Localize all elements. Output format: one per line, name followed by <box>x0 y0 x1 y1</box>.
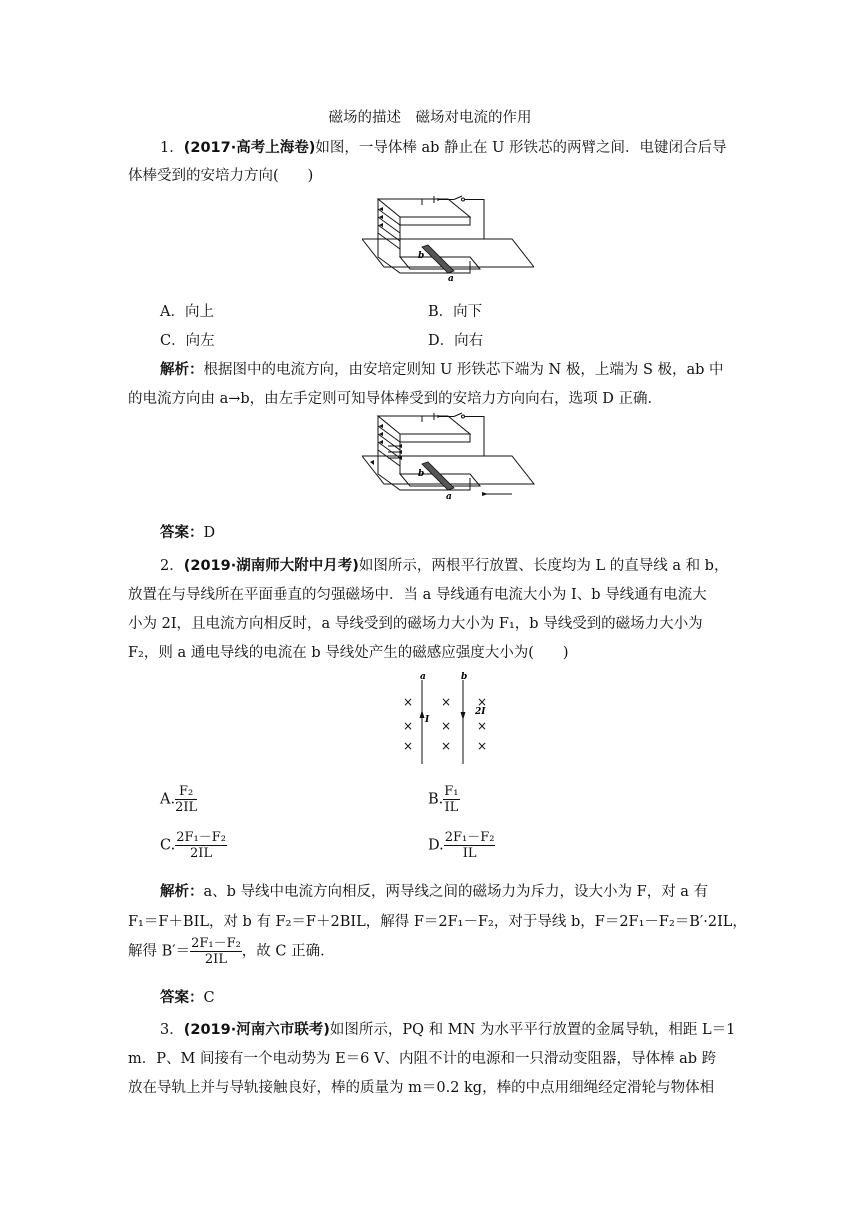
q2-number: 2． <box>160 558 184 574</box>
q2-option-d-label: D. <box>428 837 444 854</box>
q2-fig-label-current-b: 2I <box>475 707 486 717</box>
q1-answer-value: D <box>203 525 216 541</box>
q2-option-c-label: C. <box>160 837 176 854</box>
q3-stem-a: 如图所示，PQ 和 MN 为水平平行放置的金属导轨，相距 L＝1 <box>329 1022 736 1038</box>
q2-stem-b: 放置在与导线所在平面垂直的匀强磁场中．当 a 导线通有电流大小为 I、b 导线通有电流大 <box>128 587 707 603</box>
q3-source: (2019·河南六市联考) <box>183 1022 330 1038</box>
q1-stem-b: 体棒受到的安培力方向( ) <box>128 168 314 184</box>
fraction-numerator: 2F₁－F₂ <box>191 936 241 951</box>
field-cross: × <box>441 719 452 733</box>
q2-option-a-label: A. <box>160 791 176 808</box>
q2-option-c <box>160 830 227 861</box>
q2-answer-label: 答案： <box>160 990 204 1006</box>
fraction-numerator: 2F₁－F₂ <box>176 830 226 845</box>
q2-option-b-fraction <box>443 784 459 815</box>
fraction-numerator: 2F₁－F₂ <box>444 830 495 845</box>
q1-solution-figure <box>362 412 538 504</box>
q1-option-c: C．向左 <box>160 333 215 349</box>
q3-stem-b: m．P、M 间接有一个电动势为 E＝6 V、内阻不计的电源和一只滑动变阻器，导体棒 ab 跨 <box>128 1051 717 1067</box>
q2-option-d-fraction <box>444 830 496 861</box>
q2-option-d <box>428 830 495 861</box>
q2-analysis-c-pre: 解得 B′＝ <box>128 943 191 960</box>
q2-analysis-fraction <box>190 936 242 967</box>
q2-option-b <box>428 784 460 815</box>
q2-answer-value: C <box>203 990 215 1006</box>
field-cross: × <box>441 739 452 753</box>
fraction-denominator: 2IL <box>175 800 198 815</box>
q1-stem-line1 <box>160 136 726 157</box>
q2-option-a <box>160 784 197 815</box>
q1-fig-label-b: b <box>418 251 425 261</box>
q3-number: 3． <box>160 1022 184 1038</box>
field-cross: × <box>403 719 414 733</box>
page-title: 磁场的描述 磁场对电流的作用 <box>328 110 532 126</box>
fraction-denominator: 2IL <box>204 952 227 967</box>
q2-analysis-c-post: ，故 C 正确． <box>241 943 335 960</box>
fraction-denominator: 2IL <box>190 846 213 861</box>
q2-stem-c: 小为 2I，且电流方向相反时，a 导线受到的磁场力大小为 F₁，b 导线受到的磁场力大小为 <box>128 616 703 632</box>
q2-analysis-c <box>128 936 335 967</box>
q1-figure <box>362 195 534 285</box>
fraction-numerator: F₂ <box>175 784 197 800</box>
q2-option-c-fraction <box>175 830 227 861</box>
q2-analysis-a: a、b 导线中电流方向相反，两导线之间的磁场力为斥力，设大小为 F，对 a 有 <box>203 884 709 900</box>
q1-option-d: D．向右 <box>428 333 484 349</box>
q2-analysis-b: F₁＝F＋BIL，对 b 有 F₂＝F＋2BIL，解得 F＝2F₁－F₂，对于导线 b，F＝2F₁－F₂＝B′·2IL， <box>128 914 747 930</box>
q2-stem-line1 <box>160 554 728 575</box>
q2-analysis-label: 解析： <box>160 884 204 900</box>
q2-fig-label-current-a: I <box>425 715 430 725</box>
q1-analysis-a: 根据图中的电流方向，由安培定则知 U 形铁芯下端为 N 极，上端为 S 极，ab 中 <box>203 362 724 378</box>
q1-analysis-label: 解析： <box>160 362 204 378</box>
q1-solution-label-a: a <box>446 492 452 502</box>
field-cross: × <box>441 695 452 709</box>
q1-analysis-b: 的电流方向由 a→b，由左手定则可知导体棒受到的安培力方向向右，选项 D 正确． <box>128 391 663 407</box>
field-cross: × <box>477 695 488 709</box>
q2-stem-d: F₂，则 a 通电导线的电流在 b 导线处产生的磁感应强度大小为( ) <box>128 645 569 661</box>
q1-fig-label-a: a <box>448 274 454 284</box>
q2-fig-label-b: b <box>461 672 468 682</box>
field-cross: × <box>403 739 414 753</box>
q1-number: 1． <box>160 140 184 156</box>
fraction-numerator: F₁ <box>444 784 459 799</box>
field-cross: × <box>477 739 488 753</box>
q1-option-b: B．向下 <box>428 304 483 320</box>
q1-stem-a: 如图，一导体棒 ab 静止在 U 形铁芯的两臂之间．电键闭合后导 <box>315 140 727 156</box>
q1-analysis-line1 <box>160 358 724 379</box>
q2-figure <box>395 668 495 768</box>
fraction-denominator: IL <box>462 846 477 861</box>
field-cross: × <box>477 719 488 733</box>
q2-answer <box>160 986 215 1007</box>
q1-option-a: A．向上 <box>160 304 214 320</box>
q2-option-a-fraction <box>175 784 197 815</box>
q2-fig-label-a: a <box>420 672 426 682</box>
q2-option-b-label: B. <box>428 791 444 808</box>
fraction-denominator: IL <box>444 800 459 815</box>
q3-stem-line1 <box>160 1018 735 1039</box>
q1-answer-label: 答案： <box>160 525 204 541</box>
q2-source: (2019·湖南师大附中月考) <box>183 558 359 574</box>
q1-source: (2017·高考上海卷) <box>183 140 316 156</box>
field-cross: × <box>403 695 414 709</box>
q2-stem-a: 如图所示，两根平行放置、长度均为 L 的直导线 a 和 b， <box>358 558 729 574</box>
q2-analysis-line1 <box>160 880 708 901</box>
q1-solution-label-b: b <box>418 469 425 479</box>
q3-stem-c: 放在导轨上并与导轨接触良好，棒的质量为 m＝0.2 kg，棒的中点用细绳经定滑轮与物体相 <box>128 1080 715 1096</box>
q1-answer <box>160 521 215 542</box>
